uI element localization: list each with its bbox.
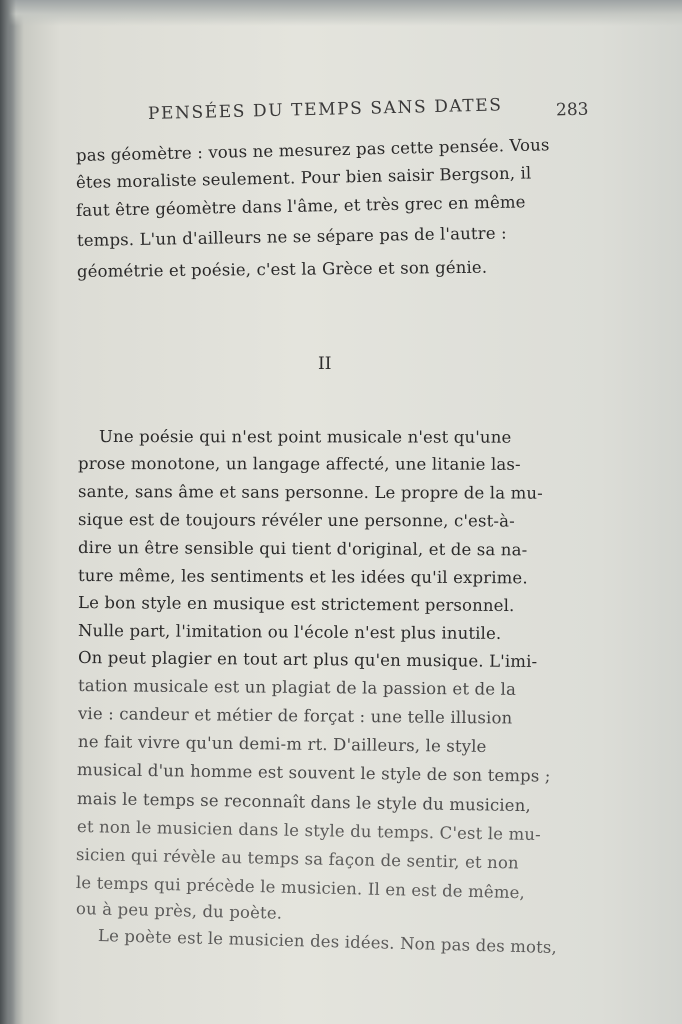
section-line: vie : candeur et métier de forçat : une telle illusion (77, 704, 513, 728)
section-line: On peut plagier en tout art plus qu'en musique. L'imi- (77, 648, 538, 672)
continuation-line: géométrie et poésie, c'est la Grèce et son génie. (76, 257, 488, 281)
continuation-line: pas géomètre : vous ne mesurez pas cette pensée. Vous (75, 135, 550, 165)
running-title: PENSÉES DU TEMPS SANS DATES (147, 95, 503, 124)
section-line: prose monotone, un langage affecté, une litanie las- (77, 454, 521, 474)
section-line: ture même, les sentiments et les idées qu'il exprime. (77, 566, 528, 588)
section-number: II (318, 354, 332, 374)
continuation-line: êtes moraliste seulement. Pour bien saisir Bergson, il (75, 163, 532, 192)
section-line: ou à peu près, du poète. (75, 899, 283, 923)
section-line: et non le musicien dans le style du temps. C'est le mu- (76, 817, 542, 845)
section-line: musical d'un homme est souvent le style de son temps ; (76, 760, 551, 786)
section-line: ne fait vivre qu'un demi-m rt. D'ailleurs, le style (77, 732, 487, 756)
continuation-line: temps. L'un d'ailleurs ne se sépare pas de l'autre : (76, 223, 507, 250)
section-line: sicien qui révèle au temps sa façon de sentir, et non (75, 845, 519, 873)
section-line: dire un être sensible qui tient d'original, et de sa na- (77, 538, 528, 560)
continuation-line: faut être géomètre dans l'âme, et très grec en même (75, 192, 526, 220)
page-number: 283 (555, 99, 589, 121)
section-line: sique est de toujours révéler une personne, c'est-à- (77, 510, 515, 531)
book-spine-edge (0, 0, 16, 1024)
page-top-shadow (0, 0, 682, 26)
section-line: sante, sans âme et sans personne. Le propre de la mu- (77, 482, 543, 503)
section-line: Le bon style en musique est strictement personnel. (77, 593, 515, 616)
section-line: Le poète est le musicien des idées. Non pas des mots, (97, 926, 558, 958)
section-line: Nulle part, l'imitation ou l'école n'est plus inutile. (77, 621, 502, 643)
section-line: Une poésie qui n'est point musicale n'est qu'une (98, 427, 512, 447)
section-line: mais le temps se reconnaît dans le style du musicien, (76, 789, 532, 816)
section-line: tation musicale est un plagiat de la passion et de la (77, 676, 517, 699)
section-line: le temps qui précède le musicien. Il en est de même, (75, 873, 526, 903)
